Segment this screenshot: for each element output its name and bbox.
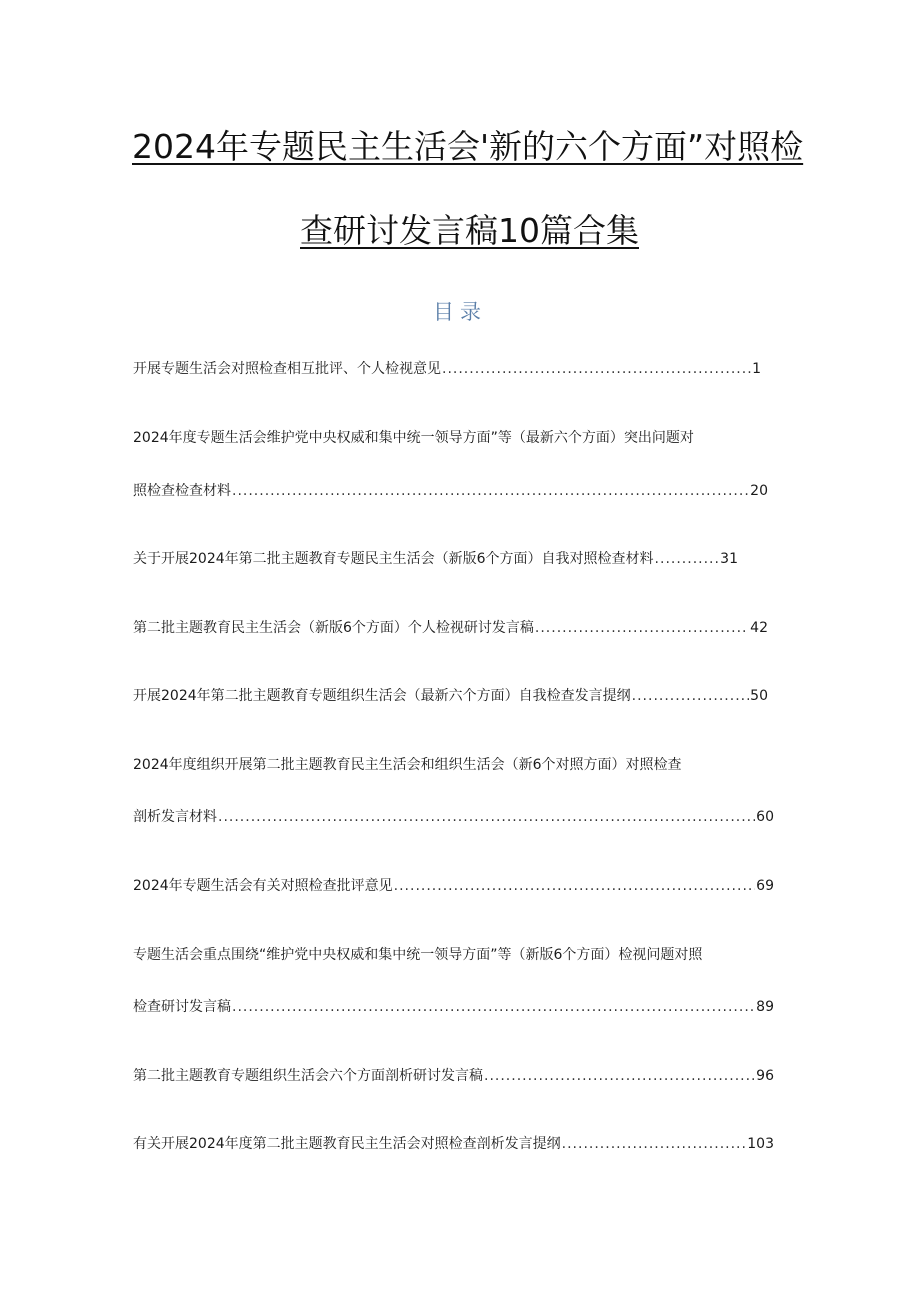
toc-entry[interactable]	[133, 618, 768, 638]
toc-page-number: 31	[720, 551, 738, 567]
toc-entry-title: 开展2024年第二批主题教育专题组织生活会（最新六个方面）自我检查发言提纲	[133, 688, 631, 704]
toc-page-number: 69	[756, 878, 774, 894]
toc-entry[interactable]	[133, 1066, 774, 1086]
toc-entry[interactable]	[133, 997, 774, 1017]
document-title-line-2: 查研讨发言稿10篇合集	[300, 211, 639, 250]
document-title-line-1: 2024年专题民主生活会'新的六个方面”对照检	[132, 127, 804, 166]
toc-entry-title: 剖析发言材料	[133, 809, 217, 825]
toc-page-number: 60	[756, 809, 774, 825]
toc-page-number: 50	[750, 688, 768, 704]
toc-entry[interactable]	[133, 1134, 774, 1154]
toc-entry-title: 第二批主题教育专题组织生活会六个方面剖析研讨发言稿	[133, 1068, 483, 1084]
toc-page-number: 96	[756, 1068, 774, 1084]
toc-entry-title: 检查研讨发言稿	[133, 999, 231, 1015]
toc-entry-title: 开展专题生活会对照检查相互批评、个人检视意见	[133, 361, 441, 377]
toc-heading: 目录	[433, 300, 487, 324]
toc-entry[interactable]	[133, 876, 774, 896]
toc-leader	[218, 807, 755, 827]
toc-leader	[535, 618, 749, 638]
toc-entry[interactable]	[133, 481, 768, 501]
toc-leader	[632, 686, 750, 706]
toc-page-number: 89	[756, 999, 774, 1015]
toc-page-number: 42	[750, 620, 768, 636]
toc-entry-title: 照检查检查材料	[133, 483, 231, 499]
toc-entry[interactable]	[133, 359, 761, 379]
toc-leader	[232, 481, 749, 501]
toc-leader	[394, 876, 756, 896]
toc-page-number: 20	[750, 483, 768, 499]
toc-entry-title: 有关开展2024年度第二批主题教育民主生活会对照检查剖析发言提纲	[133, 1136, 561, 1152]
toc-entry-title: 第二批主题教育民主生活会（新版6个方面）个人检视研讨发言稿	[133, 620, 534, 636]
toc-leader	[232, 997, 755, 1017]
toc-leader	[562, 1134, 747, 1154]
toc-entry-title-line-1[interactable]: 2024年度组织开展第二批主题教育民主生活会和组织生活会（新6个对照方面）对照检查	[133, 757, 682, 773]
toc-entry-title-line-1[interactable]: 专题生活会重点围绕“维护党中央权威和集中统一领导方面”等（新版6个方面）检视问题对照	[133, 947, 703, 963]
toc-entry-title: 2024年专题生活会有关对照检查批评意见	[133, 878, 393, 894]
toc-entry-title: 关于开展2024年第二批主题教育专题民主生活会（新版6个方面）自我对照检查材料	[133, 551, 654, 567]
toc-entry-title-line-1[interactable]: 2024年度专题生活会维护党中央权威和集中统一领导方面”等（最新六个方面）突出问题对	[133, 430, 694, 446]
toc-page-number: 103	[747, 1136, 774, 1152]
toc-leader	[442, 359, 751, 379]
toc-leader	[655, 549, 720, 569]
toc-entry[interactable]	[133, 549, 738, 569]
toc-entry[interactable]	[133, 686, 768, 706]
toc-leader	[484, 1066, 755, 1086]
toc-entry[interactable]	[133, 807, 774, 827]
toc-page-number: 1	[752, 361, 761, 377]
